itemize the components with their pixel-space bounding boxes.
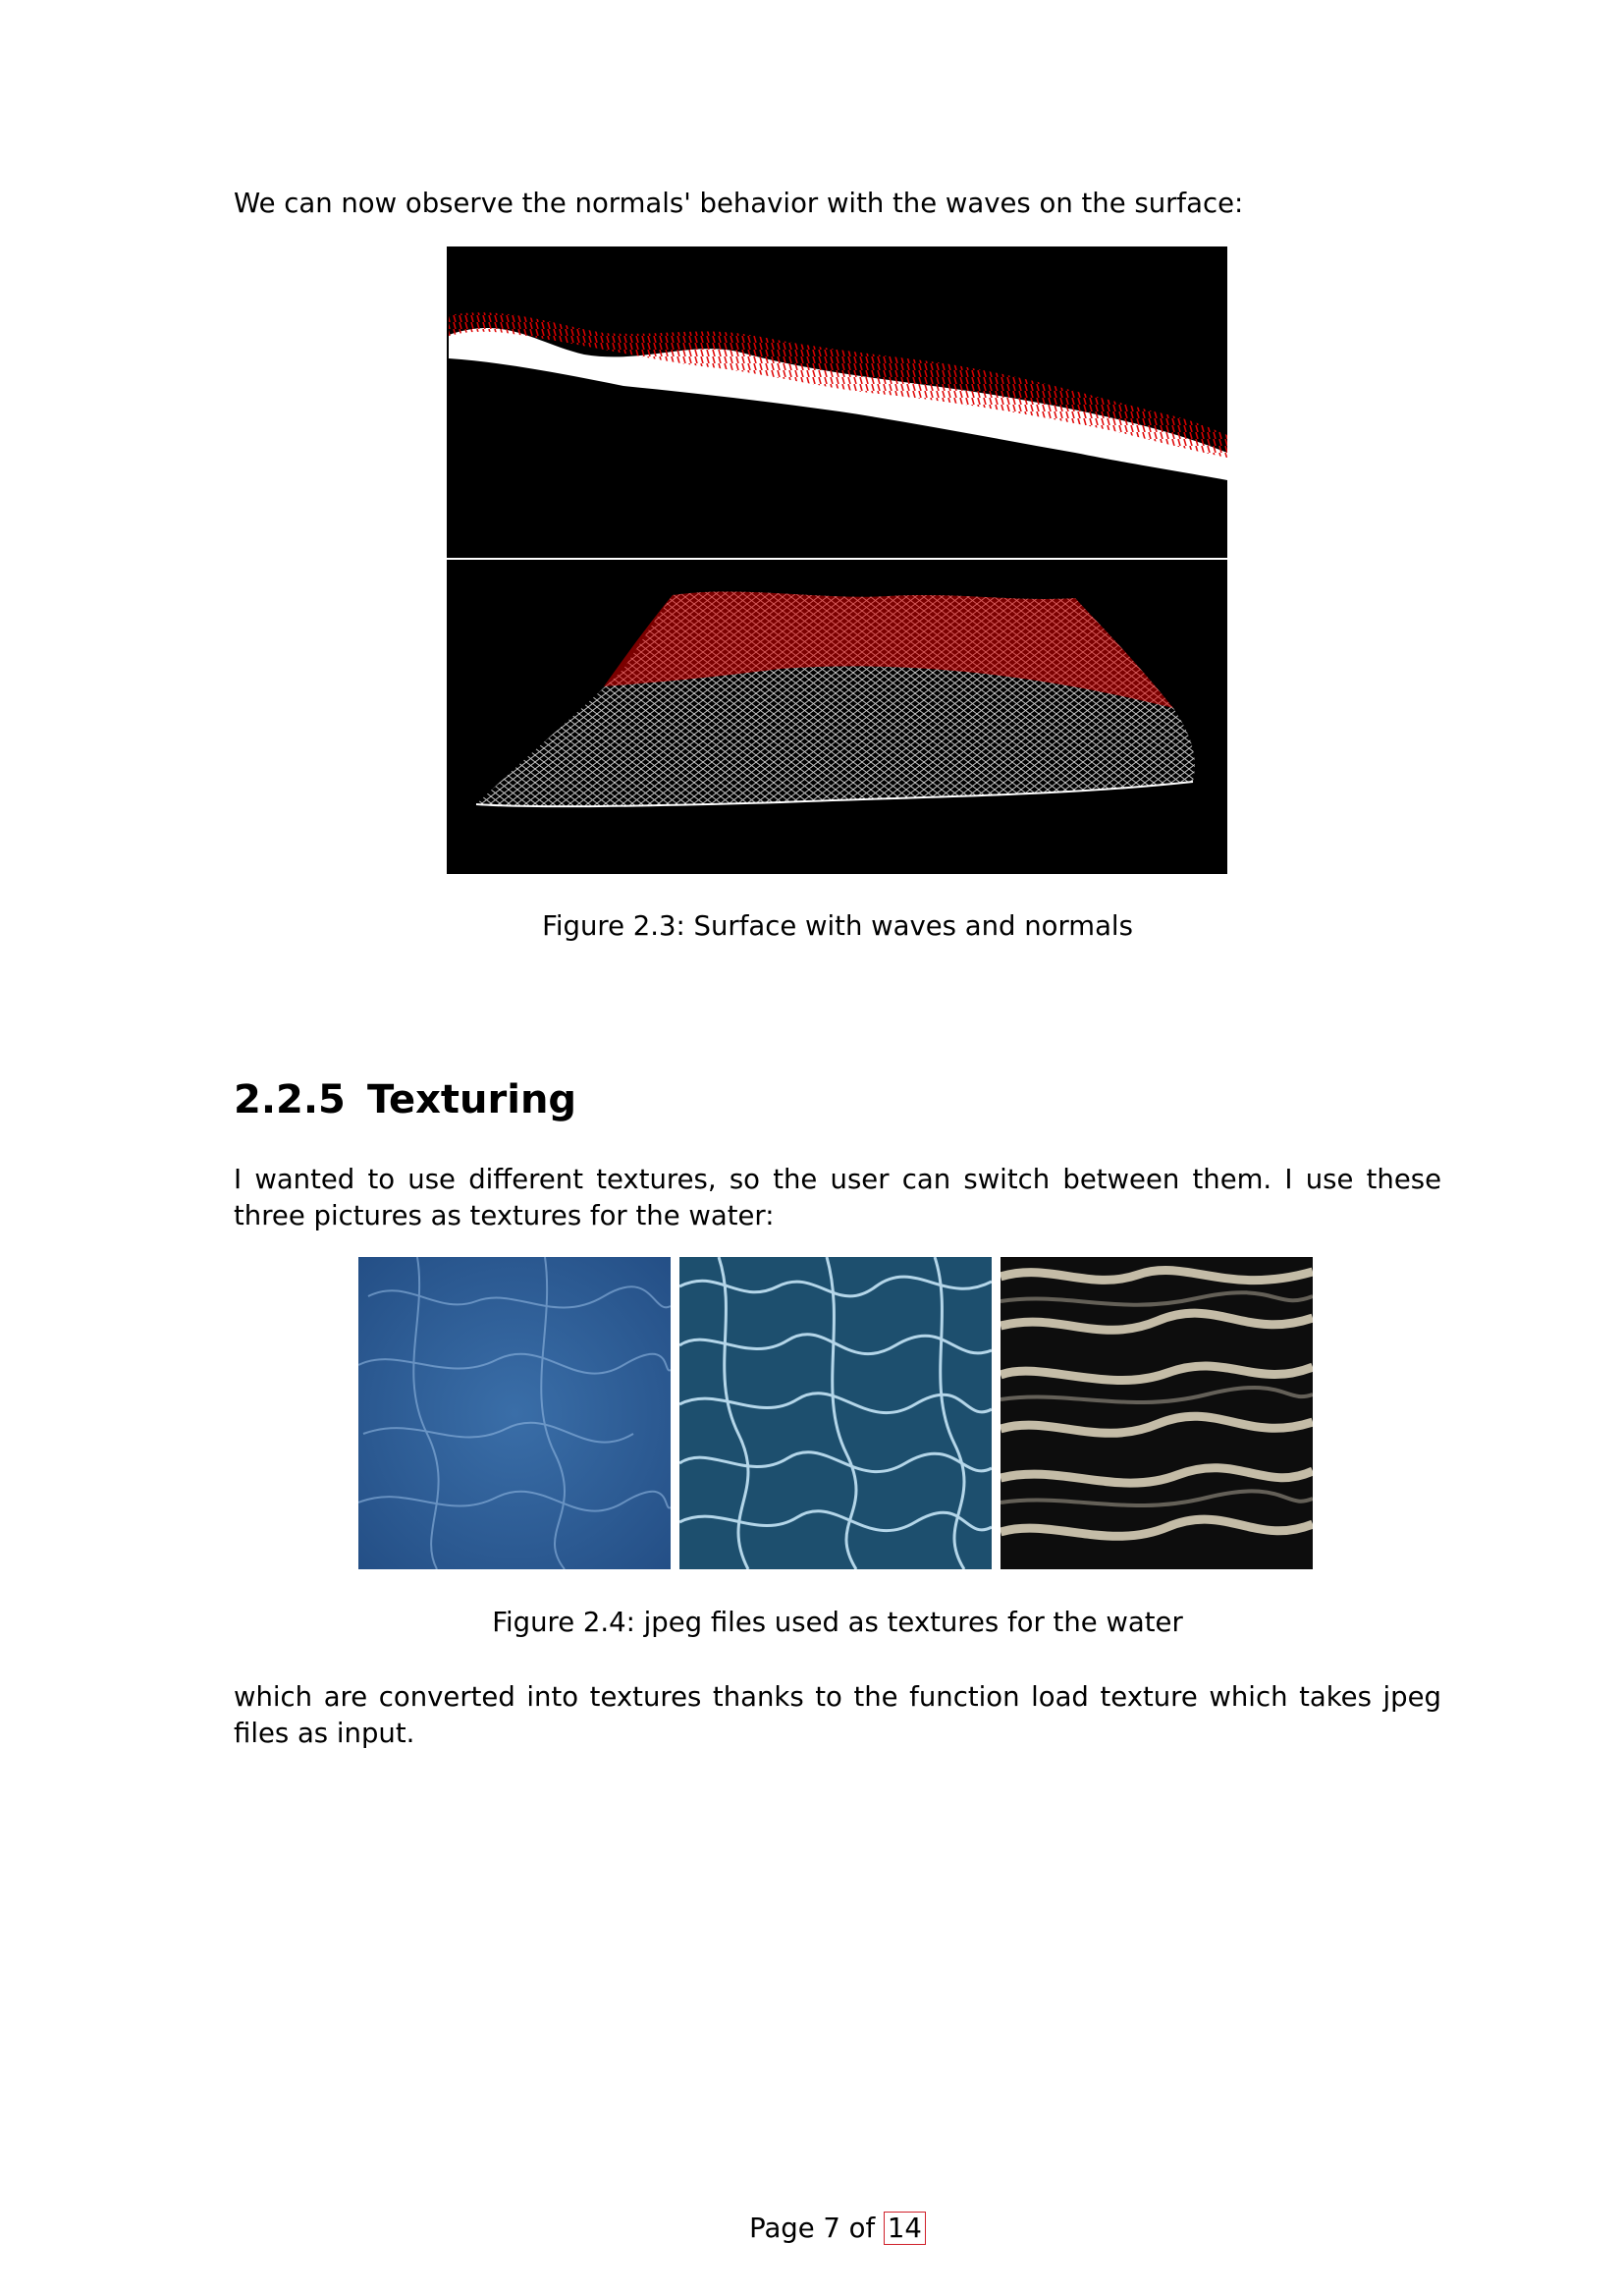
- surface-render-image: [447, 246, 1227, 874]
- total-pages-link[interactable]: 14: [884, 2212, 926, 2245]
- texture-image-pool-blue: [358, 1257, 671, 1569]
- figure-surface-waves-normals: [447, 246, 1227, 874]
- after-figure-paragraph: which are converted into textures thanks to the function load texture which takes jpeg files as input.: [234, 1681, 1441, 1749]
- section-number: 2.2.5: [234, 1077, 346, 1122]
- section-heading: [234, 1075, 576, 1124]
- page-footer: [0, 2211, 1623, 2247]
- intro-paragraph: We can now observe the normals' behavior with the waves on the surface:: [234, 188, 1244, 219]
- figure-2-4-caption: Figure 2.4: jpeg files used as textures for the water: [492, 1607, 1183, 1638]
- page-number-label: Page 7 of: [749, 2213, 876, 2244]
- texturing-paragraph: I wanted to use different textures, so the user can switch between them. I use these three pictures as textures for the water:: [234, 1164, 1441, 1231]
- section-title: Texturing: [367, 1077, 577, 1122]
- figure-2-3-caption: Figure 2.3: Surface with waves and normals: [542, 910, 1133, 942]
- texture-image-caustics: [679, 1257, 992, 1569]
- texture-image-dark-ripples: [1001, 1257, 1313, 1569]
- figure-water-textures: [358, 1257, 1316, 1569]
